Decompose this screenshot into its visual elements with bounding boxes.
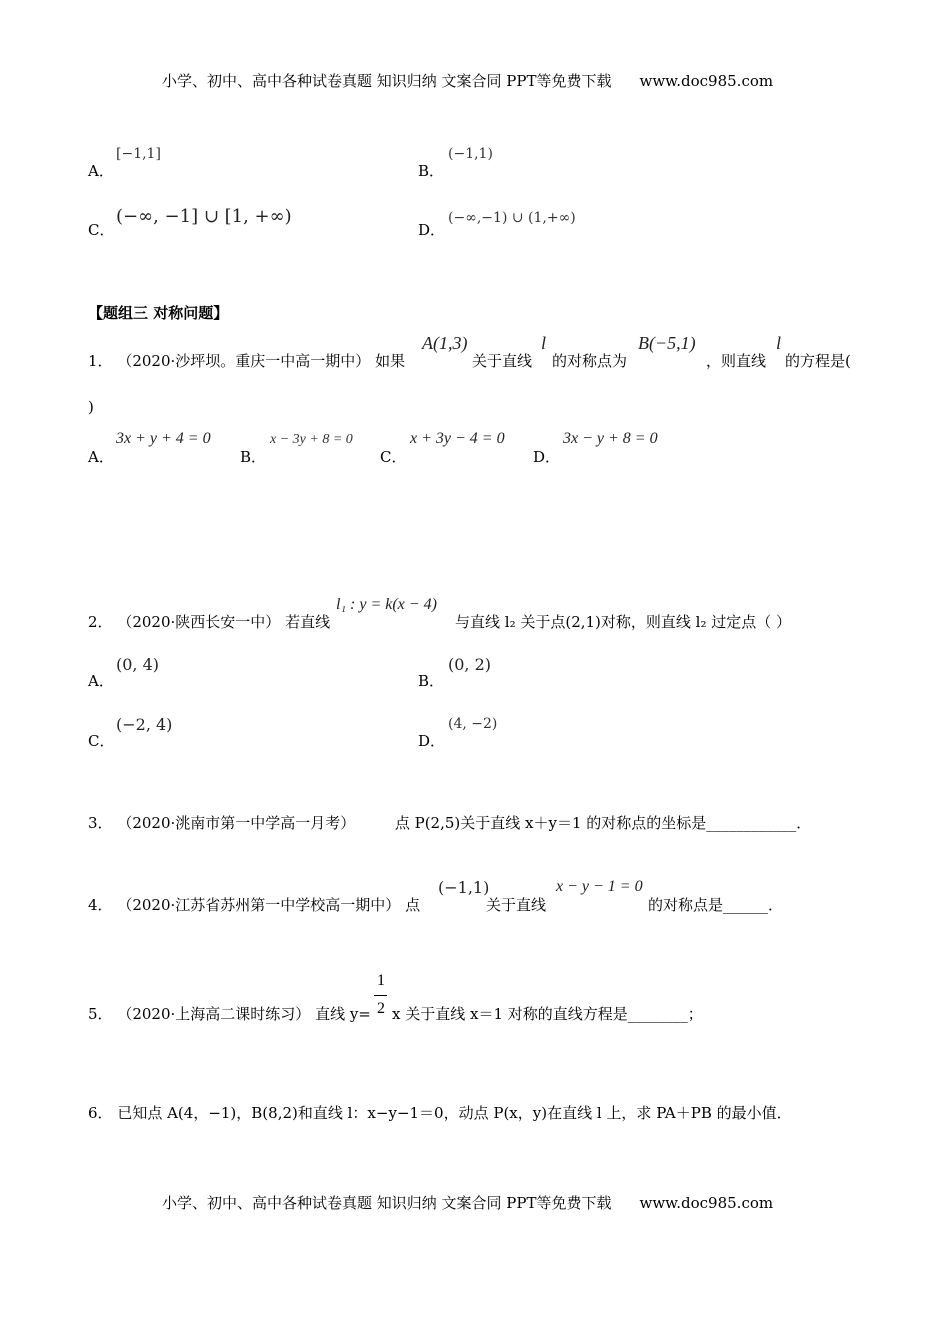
question-5	[88, 1003, 371, 1024]
q1-option-a-label: A．	[88, 448, 114, 466]
prev-option-c	[88, 219, 114, 240]
question-number: 1．	[88, 352, 113, 370]
q4-text-2: 关于直线	[486, 896, 547, 914]
q1-option-c-label: C．	[380, 448, 407, 466]
question-text: 点 P(2,5)关于直线 x＋y＝1 的对称点的坐标是____________．	[394, 814, 812, 832]
prev-option-b	[418, 160, 444, 181]
question-source: （2020·洮南市第一中学高一月考）	[117, 814, 356, 832]
q1-text-6: )	[88, 398, 94, 416]
q2-option-c: (−2, 4)	[116, 715, 173, 734]
question-source: （2020·沙坪坝。重庆一中高一期中）	[117, 352, 371, 370]
q2-option-a: (0, 4)	[116, 655, 160, 674]
fraction-bar	[374, 995, 387, 996]
q1-point-a: A(1,3)	[422, 333, 468, 353]
q1-option-b: x − 3y + 8 = 0	[270, 432, 353, 447]
q2-line-l1: l₁ : y = k(x − 4)	[336, 596, 437, 613]
q2-option-b-label: B．	[418, 672, 445, 690]
q1-option-d-label: D．	[533, 448, 561, 466]
q2-option-c-label: C．	[88, 732, 115, 750]
question-text: 若直线	[285, 613, 331, 631]
question-text: 如果	[375, 352, 406, 370]
q4-text-3: 的对称点是______．	[648, 896, 784, 914]
q1-text-2: 关于直线	[472, 352, 533, 370]
q5-fraction-denominator: 2	[377, 1000, 385, 1017]
q4-line: x − y − 1 = 0	[556, 878, 643, 895]
question-number: 6．	[88, 1104, 113, 1122]
q1-text-5: 的方程是(	[785, 352, 851, 370]
question-number: 4．	[88, 896, 113, 914]
q1-line-l: l	[541, 333, 547, 353]
q2-option-b: (0, 2)	[448, 655, 492, 674]
q1-text-4: ，则直线	[706, 352, 767, 370]
q2-option-a-label: A．	[88, 672, 114, 690]
prev-option-c-math: (−∞, −1] ∪ [1, +∞)	[116, 206, 292, 227]
question-source: （2020·陕西长安一中）	[117, 613, 281, 631]
q2-option-d-label: D．	[418, 732, 446, 750]
prev-option-d	[418, 219, 445, 240]
prev-option-b-math: (−1,1)	[448, 146, 493, 162]
q1-option-a: 3x + y + 4 = 0	[116, 430, 211, 447]
question-text: 直线 y=	[315, 1005, 371, 1023]
page-header	[162, 70, 773, 91]
q1-line-l-2: l	[776, 333, 782, 353]
question-1	[88, 350, 405, 371]
question-source: （2020·江苏省苏州第一中学校高一期中）	[117, 896, 401, 914]
prev-option-d-math: (−∞,−1) ∪ (1,+∞)	[448, 210, 576, 226]
section-title: 【题组三 对称问题】	[88, 304, 229, 322]
q1-point-b: B(−5,1)	[638, 333, 696, 353]
q1-text-3: 的对称点为	[552, 352, 628, 370]
question-3	[88, 812, 811, 833]
prev-option-a-math: [−1,1]	[116, 146, 161, 162]
q5-text-2: x 关于直线 x＝1 对称的直线方程是________；	[392, 1005, 703, 1023]
question-source: （2020·上海高二课时练习）	[117, 1005, 311, 1023]
question-4	[88, 894, 420, 915]
question-6	[88, 1102, 792, 1123]
q5-fraction-numerator: 1	[377, 972, 385, 989]
question-text: 已知点 A(4，−1)，B(8,2)和直线 l：x−y−1＝0，动点 P(x，y)在直线 l 上，求 PA＋PB 的最小值．	[117, 1104, 792, 1122]
question-number: 3．	[88, 814, 113, 832]
prev-option-a	[88, 160, 114, 181]
q2-option-d: (4, −2)	[448, 716, 498, 732]
option-label: A．	[88, 162, 114, 180]
option-label: C．	[88, 221, 115, 239]
header-text: 小学、初中、高中各种试卷真题 知识归纳 文案合同 PPT等免费下载	[162, 72, 612, 90]
question-2	[88, 611, 330, 632]
q1-option-d: 3x − y + 8 = 0	[563, 430, 658, 447]
footer-site: www.doc985.com	[639, 1194, 774, 1212]
page-footer	[162, 1192, 773, 1213]
question-number: 2．	[88, 613, 113, 631]
q2-text-2: 与直线 l₂ 关于点(2,1)对称，则直线 l₂ 过定点（ ）	[455, 613, 792, 631]
option-label: B．	[418, 162, 445, 180]
q1-option-c: x + 3y − 4 = 0	[410, 430, 505, 447]
q1-option-b-label: B．	[240, 448, 267, 466]
footer-text: 小学、初中、高中各种试卷真题 知识归纳 文案合同 PPT等免费下载	[162, 1194, 612, 1212]
question-text: 点	[405, 896, 421, 914]
option-label: D．	[418, 221, 446, 239]
question-number: 5．	[88, 1005, 113, 1023]
header-site: www.doc985.com	[639, 72, 774, 90]
q4-point: (−1,1)	[438, 878, 490, 897]
